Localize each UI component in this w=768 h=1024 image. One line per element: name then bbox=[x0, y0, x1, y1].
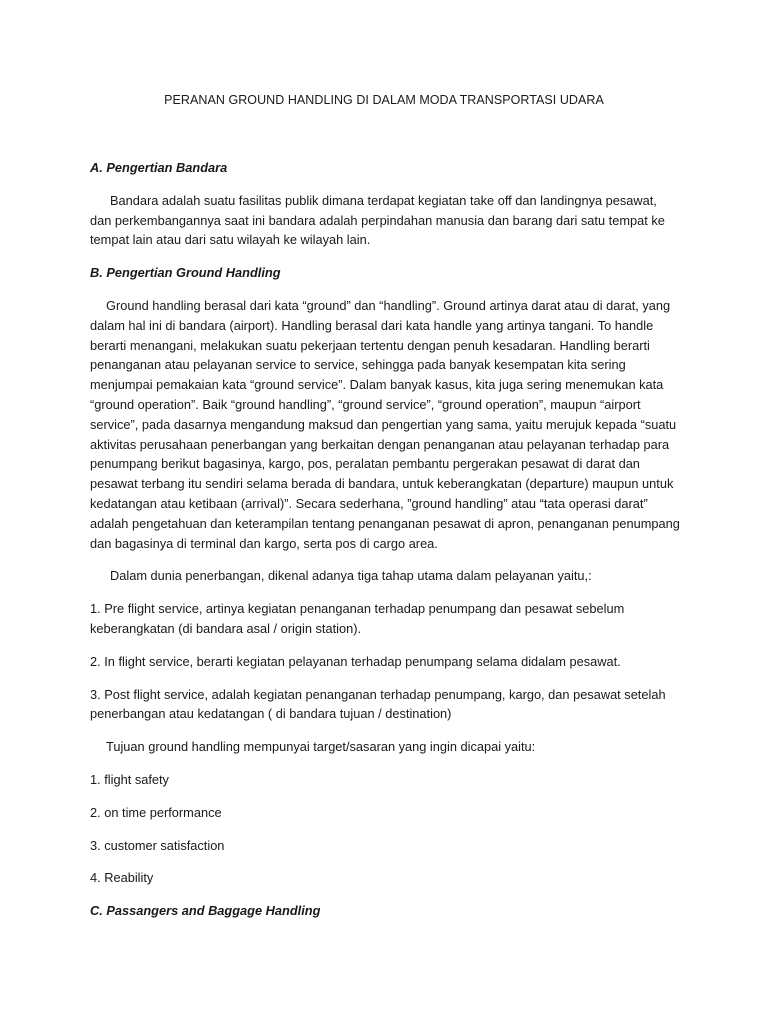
document-body bbox=[90, 158, 680, 921]
goal-item-1: 1. flight safety bbox=[90, 771, 169, 787]
stages-intro: Dalam dunia penerbangan, dikenal adanya tiga tahap utama dalam pelayanan yaitu,: bbox=[110, 568, 592, 584]
stage-item-3: 3. Post flight service, adalah kegiatan penanganan terhadap penumpang, kargo, dan pesawat setelah penerbangan atau kedatangan ( di bandara tujuan / destination) bbox=[90, 686, 666, 722]
section-b-heading: B. Pengertian Ground Handling bbox=[90, 265, 281, 281]
section-a-heading: A. Pengertian Bandara bbox=[90, 160, 228, 175]
stage-item-2: 2. In flight service, berarti kegiatan pelayanan terhadap penumpang selama didalam pesawat. bbox=[90, 653, 621, 669]
goals-intro: Tujuan ground handling mempunyai target/sasaran yang ingin dicapai yaitu: bbox=[106, 739, 536, 755]
document-title: PERANAN GROUND HANDLING DI DALAM MODA TRANSPORTASI UDARA bbox=[164, 93, 604, 107]
goal-item-2: 2. on time performance bbox=[90, 804, 222, 820]
goal-item-3: 3. customer satisfaction bbox=[90, 837, 225, 853]
section-c-heading: C. Passangers and Baggage Handling bbox=[90, 903, 321, 919]
goal-item-4: 4. Reability bbox=[90, 870, 154, 886]
section-b-paragraph: Ground handling berasal dari kata “ground” dan “handling”. Ground artinya darat atau di darat, yang dalam hal ini di bandara (airport). Handling berasal dari kata handle yang artinya tangani. To handle berarti menangani, melakukan suatu pekerjaan tertentu dengan penuh kesadaran. Handling berarti penanganan atau pelayanan service to service, sehingga pada banyak kesempatan kita sering menjumpai pemakaian kata “ground service”. Dalam banyak kasus, kita juga sering menemukan kata “ground operation”. Baik “ground handling”, “ground service”, “ground operation”, maupun “airport service”, pada dasarnya mengandung maksud dan pengertian yang sama, yaitu merujuk kepada “suatu aktivitas perusahaan penerbangan yang berkaitan dengan penanganan atau pelayanan terhadap para penumpang berikut bagasinya, kargo, pos, peralatan pembantu pergerakan pesawat di darat dan pesawat terbang itu sendiri selama berada di bandara, untuk keberangkatan (departure) maupun untuk kedatangan atau ketibaan (arrival)”. Secara sederhana, ”ground handling” atau “tata operasi darat” adalah pengetahuan dan keterampilan tentang penanganan pesawat di apron, penanganan penumpang dan bagasinya di terminal dan kargo, serta pos di cargo area. bbox=[90, 297, 680, 551]
section-a-paragraph: Bandara adalah suatu fasilitas publik dimana terdapat kegiatan take off dan landingnya pesawat, dan perkembangannya saat ini bandara adalah perpindahan manusia dan barang dari satu tempat ke tempat lain atau dari satu wilayah ke wilayah lain. bbox=[90, 192, 665, 248]
stage-item-1: 1. Pre flight service, artinya kegiatan penanganan terhadap penumpang dan pesawat sebelum keberangkatan (di bandara asal / origin station). bbox=[90, 601, 625, 636]
